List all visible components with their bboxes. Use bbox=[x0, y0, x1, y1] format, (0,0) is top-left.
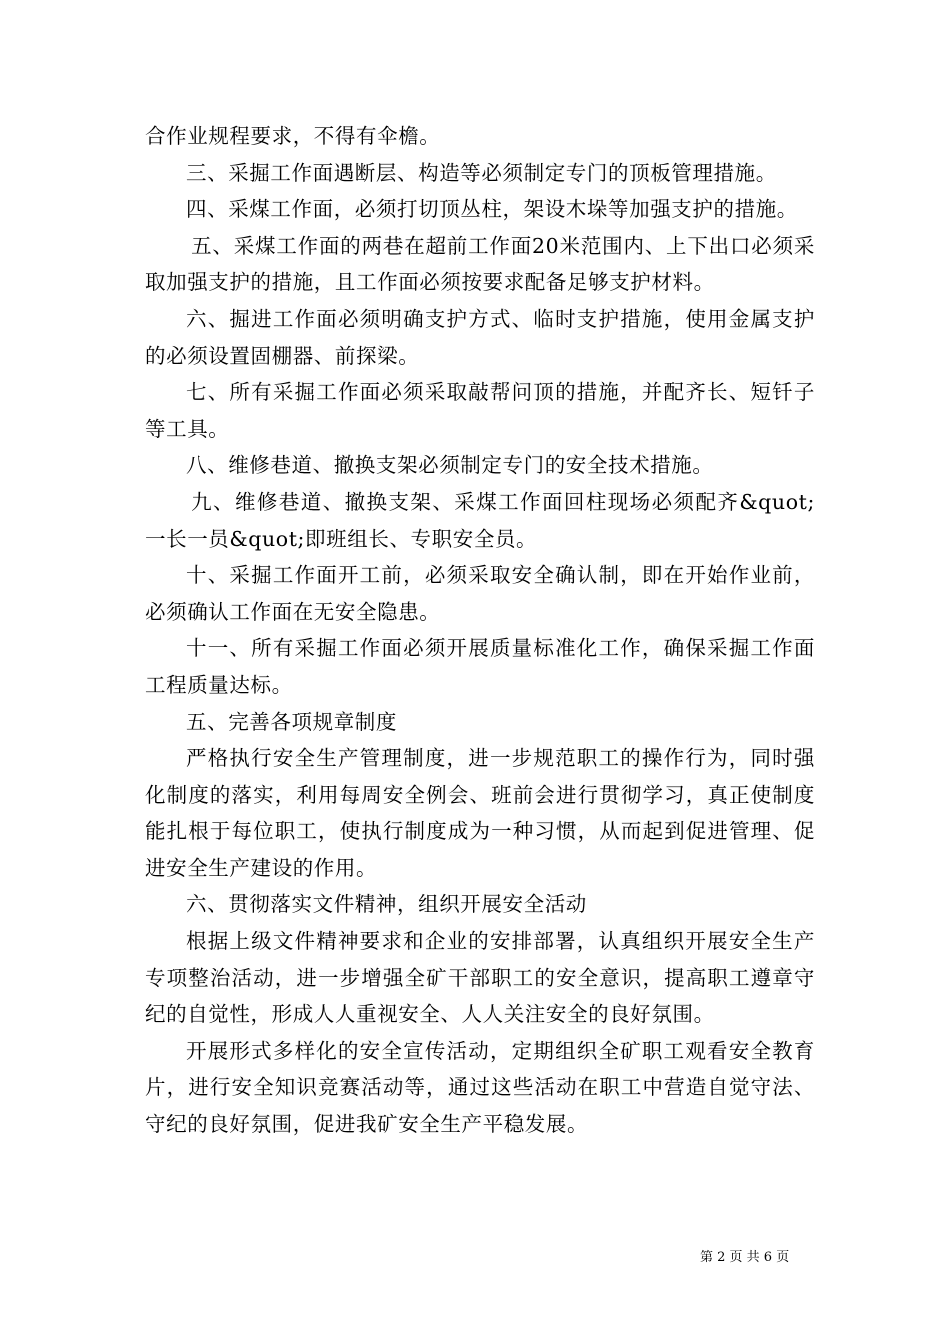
paragraph-item-3: 三、采掘工作面遇断层、构造等必须制定专门的顶板管理措施。 bbox=[186, 160, 777, 185]
paragraph-item-4: 四、采煤工作面，必须打切顶丛柱，架设木垛等加强支护的措施。 bbox=[186, 197, 798, 222]
paragraph-item-9: 九、维修巷道、撤换支架、采煤工作面回柱现场必须配齐&quot;一长一员&quot;即班组长、专职安全员。 bbox=[145, 489, 815, 551]
section-heading-5: 五、完善各项规章制度 bbox=[186, 709, 397, 734]
paragraph-item-5: 五、采煤工作面的两巷在超前工作面20米范围内、上下出口必须采取加强支护的措施，且工作面必须按要求配备足够支护材料。 bbox=[145, 233, 815, 295]
paragraph-activities: 根据上级文件精神要求和企业的安排部署，认真组织开展安全生产专项整治活动，进一步增强全矿干部职工的安全意识，提高职工遵章守纪的自觉性，形成人人重视安全、人人关注安全的良好氛围。 bbox=[145, 929, 815, 1027]
paragraph-continuation: 合作业规程要求，不得有伞檐。 bbox=[145, 124, 441, 148]
section-heading-6: 六、贯彻落实文件精神，组织开展安全活动 bbox=[186, 892, 587, 917]
page-number-footer: 第 2 页 共 6 页 bbox=[700, 1250, 790, 1265]
paragraph-item-8: 八、维修巷道、撤换支架必须制定专门的安全技术措施。 bbox=[186, 453, 714, 478]
paragraph-item-6: 六、掘进工作面必须明确支护方式、临时支护措施，使用金属支护的必须设置固棚器、前探梁。 bbox=[145, 306, 815, 368]
paragraph-item-10: 十、采掘工作面开工前，必须采取安全确认制，即在开始作业前，必须确认工作面在无安全隐患。 bbox=[145, 563, 815, 624]
paragraph-item-11: 十一、所有采掘工作面必须开展质量标准化工作，确保采掘工作面工程质量达标。 bbox=[145, 636, 815, 697]
paragraph-regulations: 严格执行安全生产管理制度，进一步规范职工的操作行为，同时强化制度的落实，利用每周安全例会、班前会进行贯彻学习，真正使制度能扎根于每位职工，使执行制度成为一种习惯，从而起到促进管理、促进安全生产建设的作用。 bbox=[145, 746, 815, 880]
document-body bbox=[145, 118, 815, 1143]
paragraph-publicity: 开展形式多样化的安全宣传活动，定期组织全矿职工观看安全教育片，进行安全知识竞赛活动等，通过这些活动在职工中营造自觉守法、守纪的良好氛围，促进我矿安全生产平稳发展。 bbox=[145, 1038, 815, 1137]
paragraph-item-7: 七、所有采掘工作面必须采取敲帮问顶的措施，并配齐长、短钎子等工具。 bbox=[145, 380, 815, 441]
